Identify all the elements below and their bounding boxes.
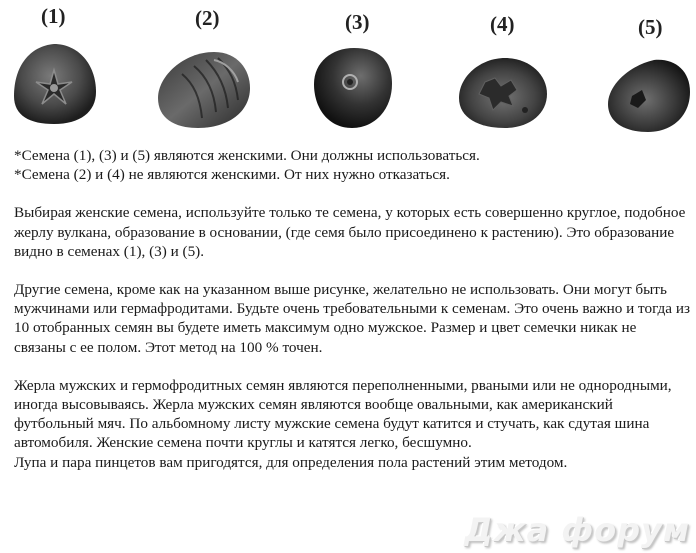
forum-watermark: Джа форум xyxy=(464,511,690,549)
seed-label-3: (3) xyxy=(345,10,370,34)
note-reject-seeds: *Семена (2) и (4) не являются женскими. От них нужно отказаться. xyxy=(14,166,450,184)
paragraph-female-selection: Выбирая женские семена, используйте только те семена, у которых есть совершенно круглое, подобное жерлу вулкана, образование в основании, (где семя было присоединено к растению). Это образование видно в семенах (1), (3) и (5). xyxy=(14,204,686,260)
seed-label-2: (2) xyxy=(195,6,220,30)
seed-label-5: (5) xyxy=(638,15,663,39)
seed-3-image xyxy=(308,44,396,132)
seed-4-image xyxy=(455,52,551,132)
seed-label-1: (1) xyxy=(41,4,66,28)
seed-1-image xyxy=(8,36,100,128)
seed-photo-strip xyxy=(0,0,696,140)
paragraph-tools: Лупа и пара пинцетов вам пригодятся, для определения пола растений этим методом. xyxy=(14,453,568,471)
paragraph-other-seeds: Другие семена, кроме как на указанном выше рисунке, желательно не использовать. Они могут быть мужчинами или гермафродитами. Будьте очень требовательными к семенам. Это очень важно и тогда из 10 отобранных семян вы будете иметь максимум одно мужское. Размер и цвет семечки никак не связаны с ее полом. Этот метод на 100 % точен. xyxy=(14,281,690,356)
seed-2-image xyxy=(154,46,254,132)
article-text xyxy=(14,146,690,472)
note-female-seeds: *Семена (1), (3) и (5) являются женскими. Они должны использоваться. xyxy=(14,147,480,164)
seed-label-4: (4) xyxy=(490,12,515,36)
paragraph-male-seeds: Жерла мужских и гермофродитных семян являются переполненными, рваными или не однородными, иногда высовываясь. Жерла мужских семян являются вообще овальными, как американский футбольный мяч. По альбомному листу мужские семена будут катится и стучать, как сдутая шина автомобиля. Женские семена почти круглы и катятся легко, бесшумно. xyxy=(14,376,672,452)
seed-5-image xyxy=(604,56,694,136)
